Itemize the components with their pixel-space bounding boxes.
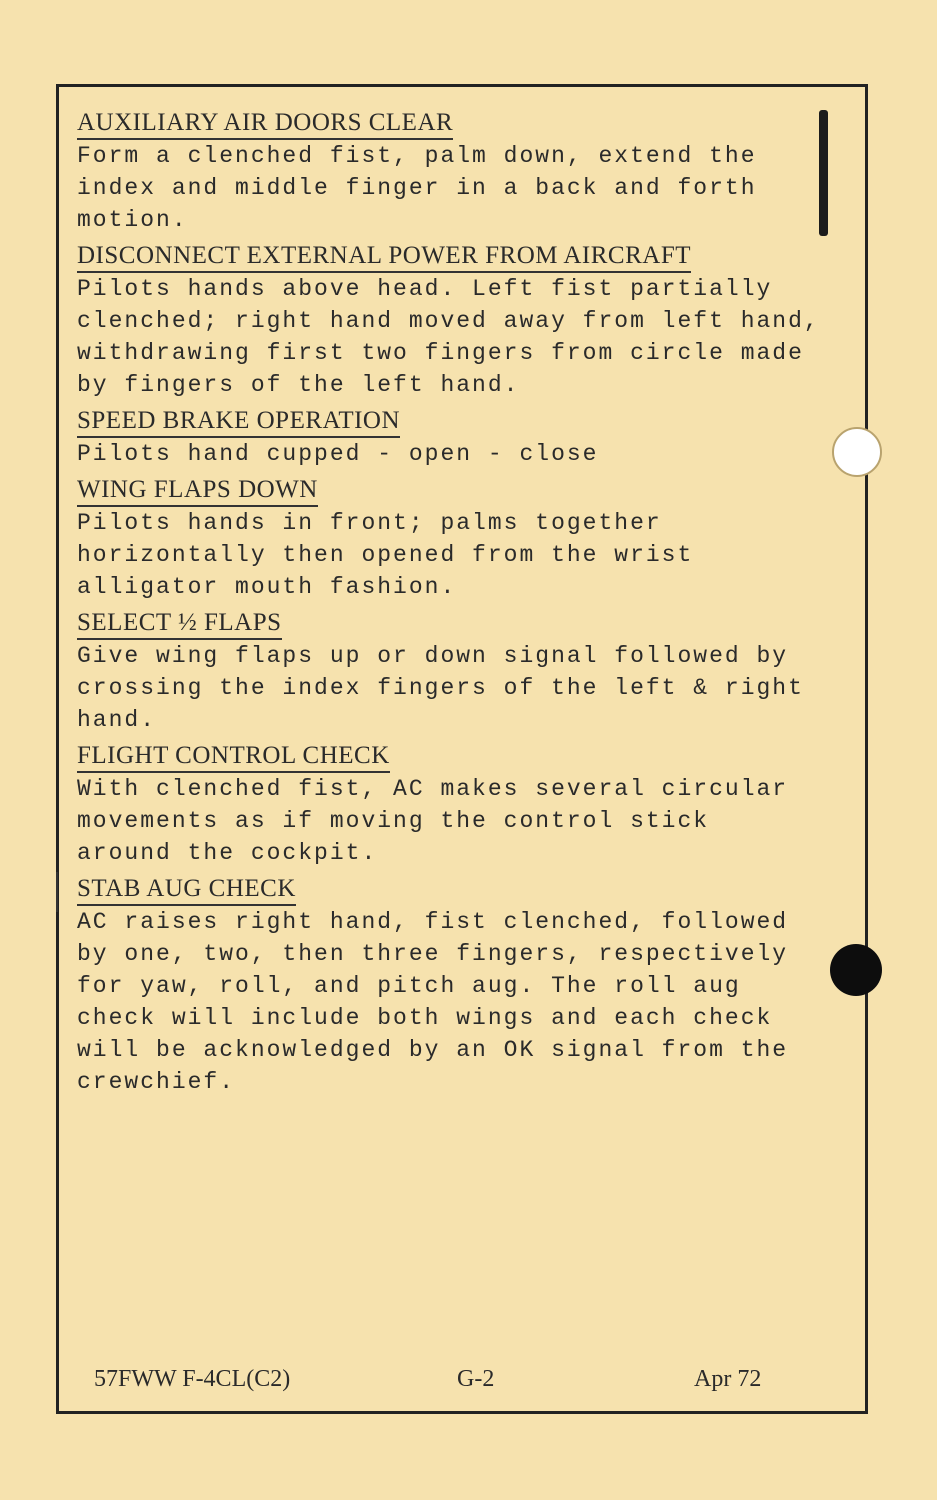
card-footer <box>94 1366 814 1400</box>
section-heading: STAB AUG CHECK <box>77 874 296 906</box>
section-body: Give wing flaps up or down signal followed by crossing the index fingers of the left & right hand. <box>77 643 804 733</box>
footer-form-code: 57FWW F-4CL(C2) <box>94 1366 291 1392</box>
section-body: Pilots hand cupped - open - close <box>77 441 599 467</box>
section-select-half-flaps <box>77 608 837 736</box>
punch-hole-open <box>832 427 882 477</box>
section-wing-flaps-down <box>77 475 837 603</box>
signal-list <box>77 108 837 1103</box>
section-heading: FLIGHT CONTROL CHECK <box>77 741 390 773</box>
section-heading: AUXILIARY AIR DOORS CLEAR <box>77 108 453 140</box>
section-heading: SPEED BRAKE OPERATION <box>77 406 400 438</box>
section-body: Form a clenched fist, palm down, extend the index and middle finger in a back and forth motion. <box>77 143 757 233</box>
punch-hole-filled <box>830 944 882 996</box>
margin-tick <box>56 872 58 912</box>
section-body: With clenched fist, AC makes several circular movements as if moving the control stick around the cockpit. <box>77 776 789 866</box>
section-heading: WING FLAPS DOWN <box>77 475 318 507</box>
section-speed-brake <box>77 406 837 470</box>
section-heading: DISCONNECT EXTERNAL POWER FROM AIRCRAFT <box>77 241 691 273</box>
section-body: AC raises right hand, fist clenched, followed by one, two, then three fingers, respectively for yaw, roll, and pitch aug. The roll aug check will include both wings and each check will be acknowledged by an OK signal from the crewchief. <box>77 909 789 1095</box>
section-stab-aug-check <box>77 874 837 1098</box>
section-disconnect-external-power <box>77 241 837 401</box>
section-body: Pilots hands above head. Left fist partially clenched; right hand moved away from left hand, withdrawing first two fingers from circle made by fingers of the left hand. <box>77 276 820 398</box>
footer-date: Apr 72 <box>694 1366 762 1392</box>
section-auxiliary-air-doors <box>77 108 837 236</box>
section-heading: SELECT ½ FLAPS <box>77 608 282 640</box>
section-body: Pilots hands in front; palms together horizontally then opened from the wrist alligator mouth fashion. <box>77 510 694 600</box>
section-flight-control-check <box>77 741 837 869</box>
footer-page-number: G-2 <box>457 1366 495 1392</box>
